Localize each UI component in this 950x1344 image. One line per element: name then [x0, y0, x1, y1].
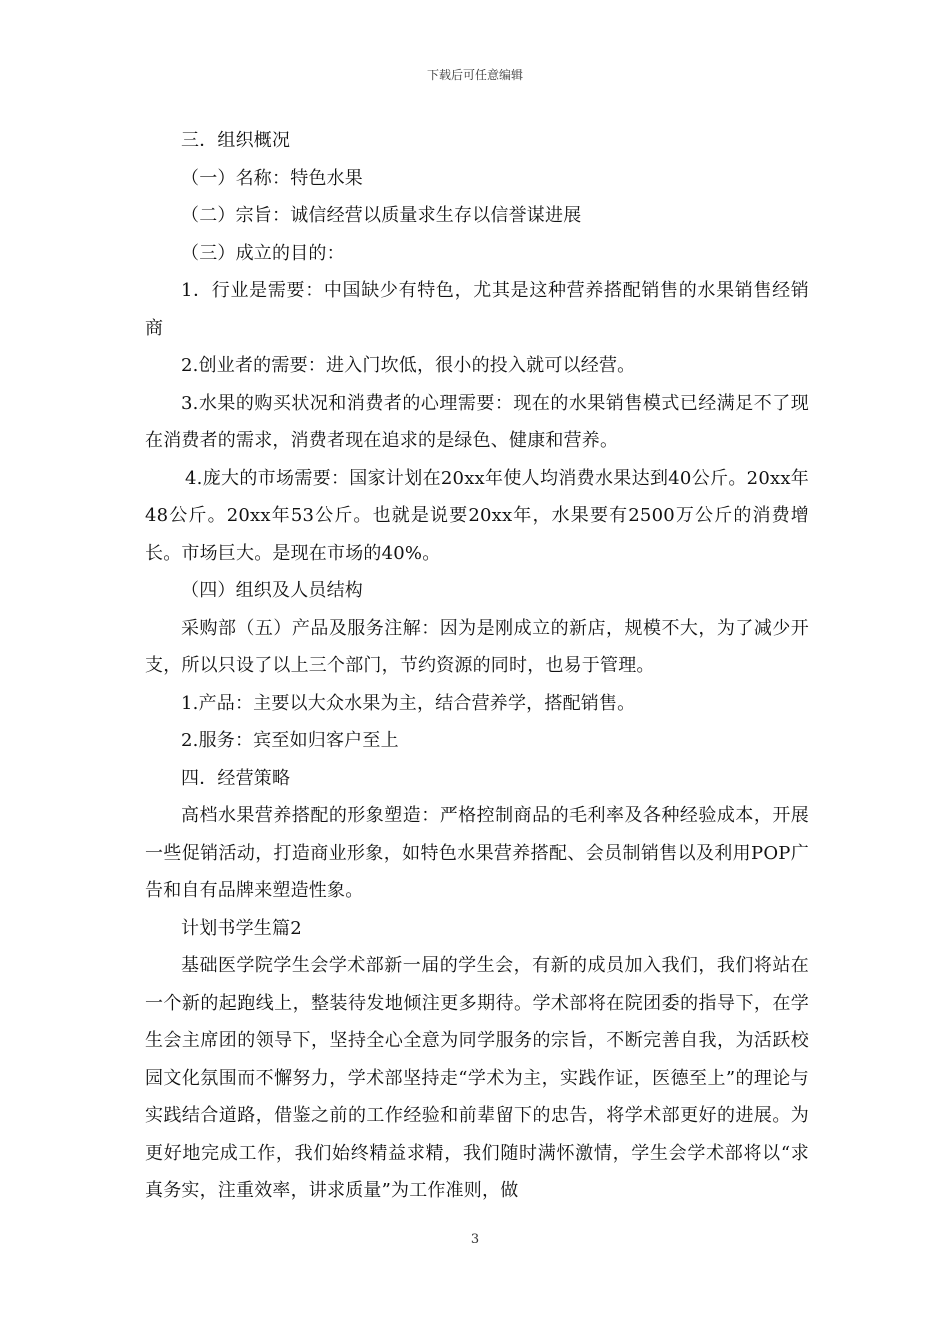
- paragraph-industry-need: 1．行业是需要：中国缺少有特色，尤其是这种营养搭配销售的水果销售经销商: [145, 280, 809, 339]
- paragraph-image-building: 高档水果营养搭配的形象塑造：严格控制商品的毛利率及各种经验成本，开展一些促销活动，打造商业形象，如特色水果营养搭配、会员制销售以及利用POP广告和自有品牌来塑造性象。: [145, 805, 809, 901]
- paragraph-plan-title: 计划书学生篇2: [181, 917, 302, 939]
- paragraph-academic-dept: 基础医学院学生会学术部新一届的学生会，有新的成员加入我们，我们将站在一个新的起跑线上，整装待发地倾注更多期待。学术部将在院团委的指导下，在学生会主席团的领导下，坚持全心全意为同学服务的宗旨，不断完善自我，为活跃校园文化氛围而不懈努力，学术部坚持走“学术为主，实践作证，医德至上”的理论与实践结合道路，借鉴之前的工作经验和前辈留下的忠告，将学术部更好的进展。为更好地完成工作，我们始终精益求精，我们随时满怀激情，学生会学术部将以“求真务实，注重效率，讲求质量”为工作准则，做: [145, 955, 809, 1201]
- section-heading-organization: 三．组织概况: [181, 130, 291, 151]
- paragraph-goal-heading: （三）成立的目的：: [181, 242, 345, 264]
- paragraph-founder-need: 2.创业者的需要：进入门坎低，很小的投入就可以经营。: [181, 355, 636, 376]
- paragraph-name: （一）名称：特色水果: [181, 167, 363, 189]
- paragraph-market-need: 4.庞大的市场需要：国家计划在20xx年使人均消费水果达到40公斤。20xx年48公斤。20xx年53公斤。也就是说要20xx年，水果要有2500万公斤的消费增长。市场巨大。是现在市场的40%。: [145, 467, 809, 564]
- paragraph-departments: 采购部（五）产品及服务注解：因为是刚成立的新店，规模不大，为了减少开支，所以只设了以上三个部门，节约资源的同时，也易于管理。: [145, 617, 809, 676]
- paragraph-service: 2.服务：宾至如归客户至上: [181, 730, 399, 751]
- section-heading-strategy: 四．经营策略: [181, 767, 291, 789]
- paragraph-products: 1.产品：主要以大众水果为主，结合营养学，搭配销售。: [181, 692, 636, 714]
- page-header: 下载后可任意编辑: [426, 68, 523, 82]
- document-body: [145, 122, 809, 1210]
- page-number: 3: [470, 1232, 480, 1247]
- paragraph-consumer-need: 3.水果的购买状况和消费者的心理需要：现在的水果销售模式已经满足不了现在消费者的需求，消费者现在追求的是绿色、健康和营养。: [145, 392, 809, 451]
- paragraph-structure-heading: （四）组织及人员结构: [181, 580, 363, 601]
- paragraph-purpose: （二）宗旨：诚信经营以质量求生存以信誉谋进展: [181, 205, 582, 226]
